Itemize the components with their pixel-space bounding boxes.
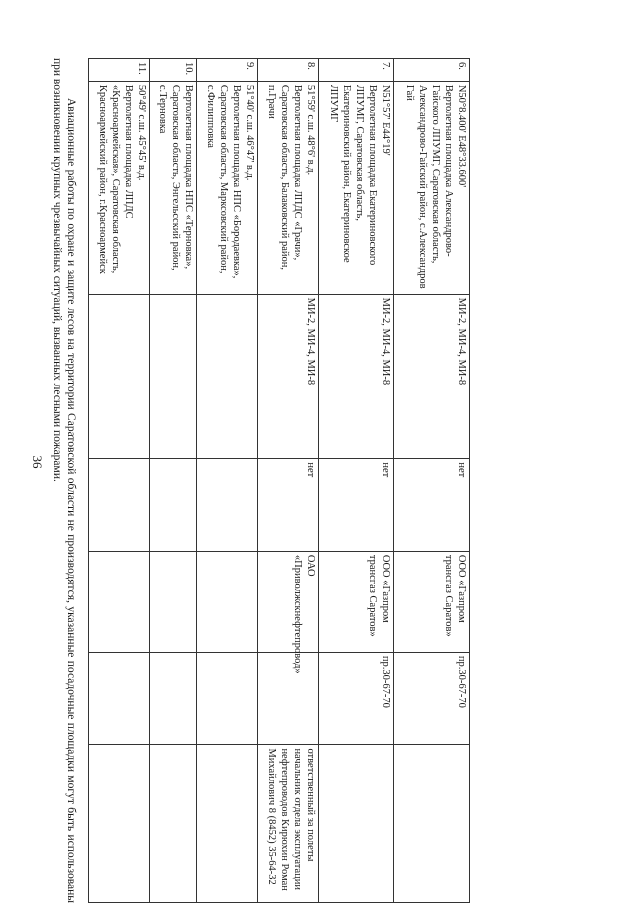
location-cell	[257, 81, 318, 294]
location-cell	[89, 81, 150, 294]
contact-cell	[318, 745, 394, 903]
row-number: 9.	[196, 59, 257, 82]
location-cell	[394, 81, 470, 294]
flag-cell: нет	[257, 459, 318, 552]
owner-cell	[89, 551, 150, 652]
flag-cell	[89, 459, 150, 552]
contact-cell: ответственный за полеты начальник отдела эксплуатации нефтепроводов Кирюхин Роман Михайлович 8 (8452) 35-64-32	[257, 745, 318, 903]
coordinates: 51°40' с.ш. 46°47' в.д.	[243, 84, 255, 181]
table-body	[89, 59, 470, 903]
table-row	[89, 59, 150, 903]
page-number: 36	[30, 455, 45, 469]
frequency-cell: пр.30-67-70	[394, 652, 470, 745]
table-row	[257, 59, 318, 903]
owner-cell: ООО «Газпром трансгаз Саратов»	[394, 551, 470, 652]
frequency-cell	[89, 652, 150, 745]
location-cell	[150, 81, 197, 294]
location-description: Вертолетная площадка НПС «Терновка», Саратовская область, Энгельсский район, с.Терновка	[156, 84, 194, 271]
table-row	[394, 59, 470, 903]
contact-cell	[150, 745, 197, 903]
frequency-cell	[150, 652, 197, 745]
frequency-cell: пр.30-67-70	[318, 652, 394, 745]
aircraft-type: МИ-2, МИ-4, МИ-8	[394, 294, 470, 459]
aircraft-type	[89, 294, 150, 459]
contact-cell	[89, 745, 150, 903]
footnote-text: Авиационные работы по охране и защите лесов на территории Саратовской области не производятся, указанные посадочные площадки могут быть использованы при возникновении крупных чрезвычайных ситуаций, вызванных лесными пожарами.	[51, 58, 77, 903]
contact-cell	[196, 745, 257, 903]
row-number: 6.	[394, 59, 470, 82]
coordinates: N50°8.400' E48°33.600'	[456, 84, 467, 188]
location-cell	[196, 81, 257, 294]
flag-cell	[150, 459, 197, 552]
table-row	[196, 59, 257, 903]
owner-cell: ОАО «Приволжскнефтепровод»	[257, 551, 318, 652]
owner-cell	[150, 551, 197, 652]
aircraft-type: МИ-2, МИ-4, МИ-8	[257, 294, 318, 459]
row-number: 10.	[150, 59, 197, 82]
owner-cell: ООО «Газпром трансгаз Саратов»	[318, 551, 394, 652]
owner-cell	[196, 551, 257, 652]
helipad-table	[88, 58, 470, 903]
location-cell	[318, 81, 394, 294]
coordinates: N51°57' E44°19'	[380, 84, 392, 156]
aircraft-type: МИ-2, МИ-4, МИ-8	[318, 294, 394, 459]
flag-cell: нет	[394, 459, 470, 552]
location-description: Вертолетная площадка ЛПДС «Грачи», Саратовская область, Балаковский район, п.Грачи	[265, 84, 303, 271]
location-description: Вертолетная площадка НПС «Бородаевка», Саратовская область, Марксовский район, с.Филипповка	[204, 84, 242, 279]
aircraft-type	[196, 294, 257, 459]
location-description: Вертолетная площадка Екатериновского ЛПУМГ, Саратовская область, Екатериновский район, Екатериновское ЛПУМГ	[328, 84, 379, 266]
frequency-cell	[257, 652, 318, 745]
table-row	[318, 59, 394, 903]
flag-cell	[196, 459, 257, 552]
coordinates: 50°49' с.ш. 45°45' в.д.	[136, 84, 148, 181]
row-number: 11.	[89, 59, 150, 82]
rotated-page-content	[51, 58, 470, 903]
footnote	[50, 58, 78, 903]
row-number: 7.	[318, 59, 394, 82]
table-row	[150, 59, 197, 903]
location-description: Вертолетная площадка ЛПДС «Красноармейская», Саратовская область, Красноармейский район, г.Красноармейск	[97, 84, 135, 274]
flag-cell: нет	[318, 459, 394, 552]
frequency-cell	[196, 652, 257, 745]
coordinates: 51°59' с.ш. 48°6' в.д.	[304, 84, 316, 176]
location-description: Вертолетная площадка Александрово-Гайского ЛПУМГ, Саратовская область, Александрово-Гайский район, с.Александров Гай	[404, 84, 454, 289]
contact-cell	[394, 745, 470, 903]
row-number: 8.	[257, 59, 318, 82]
aircraft-type	[150, 294, 197, 459]
